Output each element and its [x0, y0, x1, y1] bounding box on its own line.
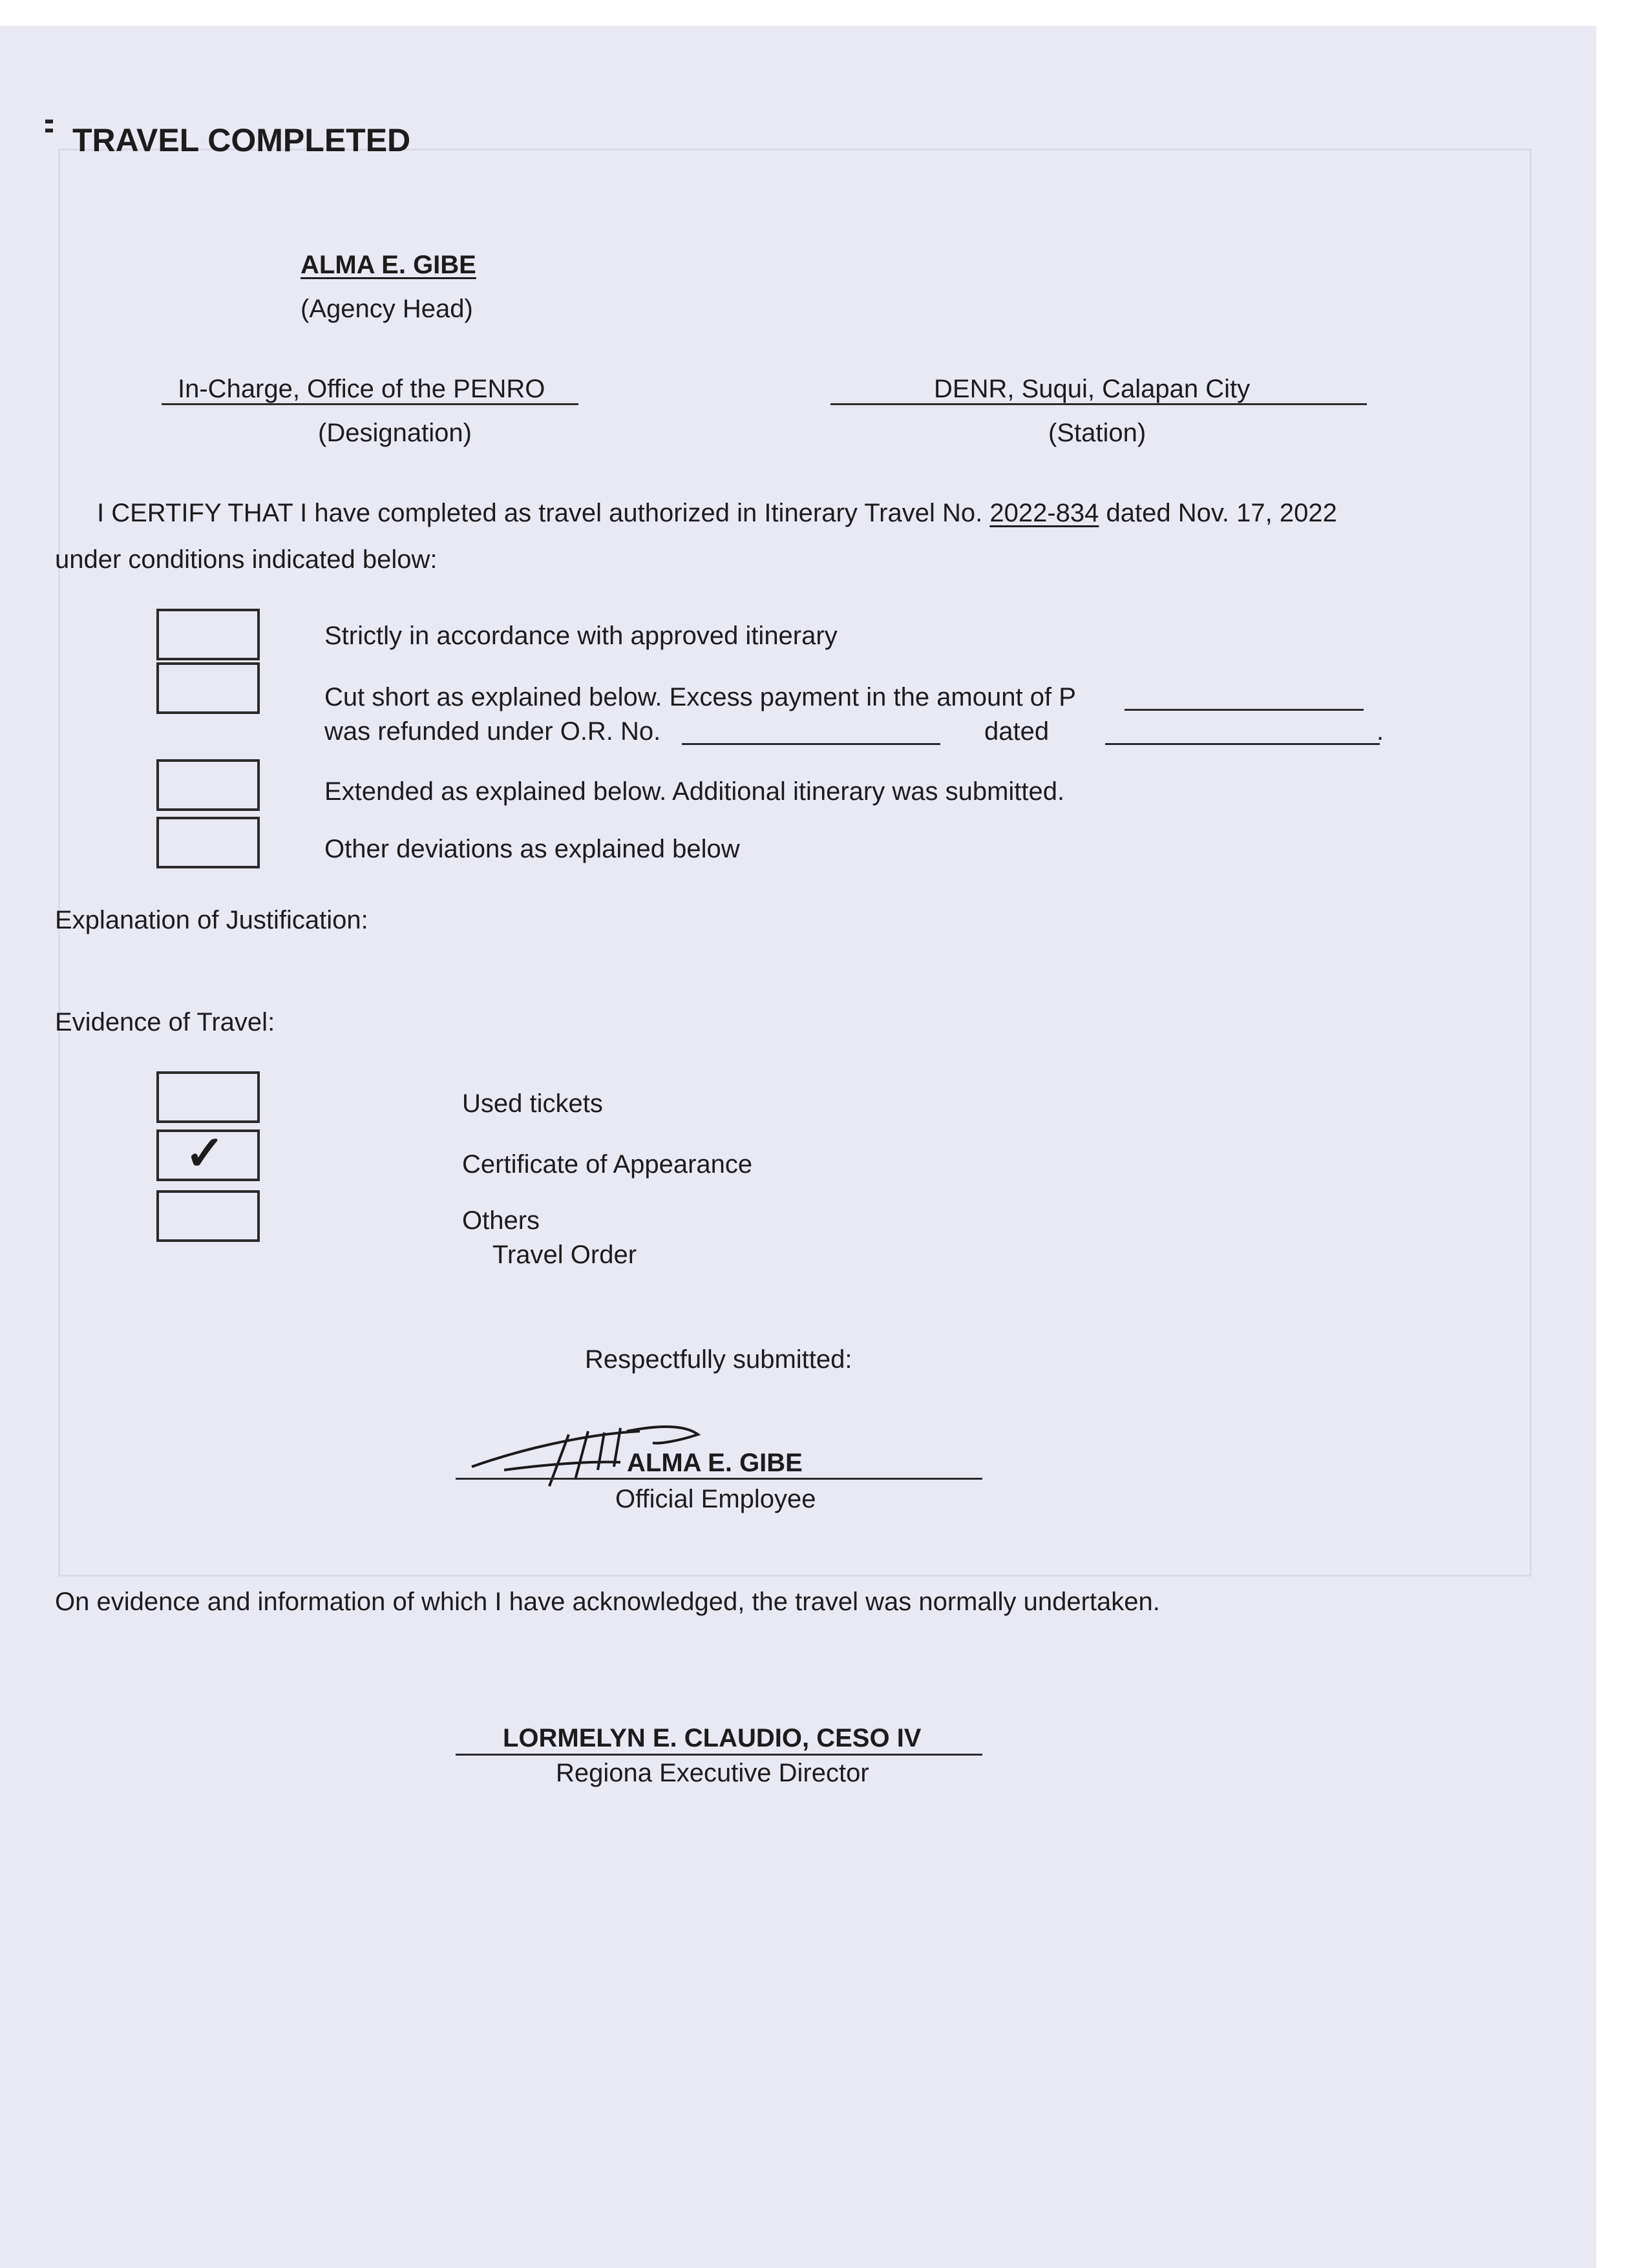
employee-name: ALMA E. GIBE: [627, 1449, 803, 1477]
checkbox-others[interactable]: [156, 1190, 260, 1242]
checkbox-extended[interactable]: [156, 759, 260, 811]
explanation-label: Explanation of Justification:: [55, 906, 368, 934]
checkbox-certificate-appearance[interactable]: [156, 1126, 260, 1181]
employee-signature-line: [456, 1478, 982, 1480]
condition-label-cut-short: Cut short as explained below. Excess payment in the amount of P: [324, 683, 1076, 711]
checkbox-cut-short[interactable]: [156, 662, 260, 714]
condition-label-extended: Extended as explained below. Additional itinerary was submitted.: [324, 777, 1065, 806]
station-line: [830, 403, 1367, 405]
certify-prefix: I CERTIFY THAT I have completed as travel authorized in Itinerary Travel No.: [97, 499, 983, 527]
certify-statement: [97, 498, 1337, 529]
condition-label-strictly: Strictly in accordance with approved itinerary: [324, 622, 838, 650]
certify-dated: dated Nov. 17, 2022: [1106, 499, 1337, 527]
agency-head-label: (Agency Head): [301, 295, 473, 323]
evidence-label-certificate: Certificate of Appearance: [462, 1150, 753, 1179]
checkbox-other-deviations[interactable]: [156, 817, 260, 868]
station-label: (Station): [1048, 419, 1146, 447]
check-icon: ✓: [185, 1126, 226, 1180]
checkbox-used-tickets[interactable]: [156, 1071, 260, 1123]
evidence-label-others: Others: [462, 1206, 540, 1235]
refund-label: was refunded under O.R. No.: [324, 717, 661, 746]
employee-role: Official Employee: [615, 1485, 816, 1513]
or-number-line[interactable]: [682, 743, 940, 745]
evidence-label-used-tickets: Used tickets: [462, 1089, 603, 1118]
evidence-label: Evidence of Travel:: [55, 1008, 275, 1036]
certify-line-2: under conditions indicated below:: [55, 545, 438, 574]
designation-line: [162, 403, 578, 405]
director-name: LORMELYN E. CLAUDIO, CESO IV: [503, 1724, 922, 1752]
director-signature-line: [456, 1754, 982, 1756]
page-title: TRAVEL COMPLETED: [72, 122, 411, 158]
station-value: DENR, Suqui, Calapan City: [934, 375, 1251, 403]
title-bullet: [45, 120, 53, 123]
checkbox-strictly-accordance[interactable]: [156, 609, 260, 660]
refund-end-period: .: [1377, 717, 1384, 746]
designation-label: (Designation): [318, 419, 472, 447]
refund-date-line[interactable]: [1105, 743, 1380, 745]
refund-dated-label: dated: [984, 717, 1050, 746]
acknowledgment-statement: On evidence and information of which I have acknowledged, the travel was normally undertaken.: [55, 1588, 1160, 1616]
evidence-others-detail: Travel Order: [492, 1241, 637, 1269]
submitted-label: Respectfully submitted:: [585, 1345, 852, 1374]
excess-amount-line[interactable]: [1125, 709, 1364, 711]
condition-label-other: Other deviations as explained below: [324, 835, 740, 863]
agency-head-name: ALMA E. GIBE: [301, 251, 476, 279]
title-bullet-lower: [45, 129, 53, 132]
director-role: Regiona Executive Director: [556, 1759, 869, 1787]
itinerary-number: 2022-834: [989, 499, 1099, 527]
designation-value: In-Charge, Office of the PENRO: [178, 375, 545, 403]
